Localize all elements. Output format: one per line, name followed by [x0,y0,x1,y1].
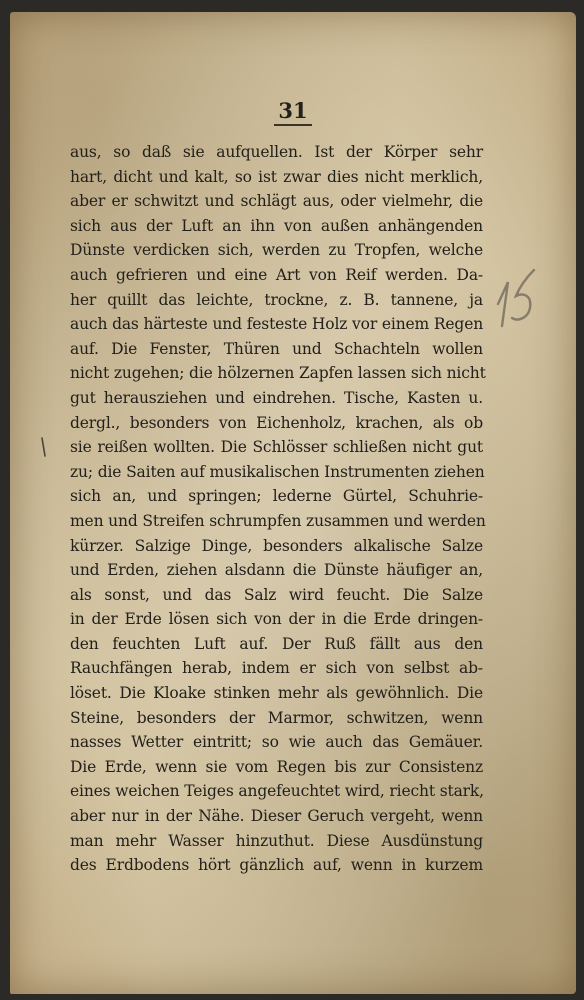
text-line: man mehr Wasser hinzuthut. Diese Ausdünstung [70,831,483,850]
page-header [10,98,576,126]
text-line: und Erden, ziehen alsdann die Dünste häufiger an, [70,561,483,580]
text-line: auf. Die Fenster, Thüren und Schachteln wollen [70,339,483,358]
pencil-annotation-mark [486,264,546,334]
text-line: Die Erde, wenn sie vom Regen bis zur Consistenz [70,757,483,776]
text-line: Steine, besonders der Marmor, schwitzen, wenn [70,708,483,727]
margin-tick-mark [40,436,48,458]
page-number: 31 [274,98,311,126]
text-line: nasses Wetter eintritt; so wie auch das Gemäuer. [70,733,483,752]
book-page [10,12,576,994]
text-line: löset. Die Kloake stinken mehr als gewöhnlich. Die [70,684,483,703]
text-line: als sonst, und das Salz wird feucht. Die Salze [70,585,483,604]
body-text [70,140,486,878]
text-line: des Erdbodens hört gänzlich auf, wenn in kurzem [70,856,483,875]
text-line: aus, so daß sie aufquellen. Ist der Körper sehr [70,143,483,161]
text-line: Dünste verdicken sich, werden zu Tropfen, welche [70,241,483,260]
text-line: hart, dicht und kalt, so ist zwar dies nicht merklich, [70,167,483,186]
text-line: Rauchfängen herab, indem er sich von selbst ab- [70,659,483,678]
text-line: nicht zugehen; die hölzernen Zapfen lassen sich nicht [70,364,486,383]
text-line: in der Erde lösen sich von der in die Erde dringen- [70,610,483,629]
text-line: eines weichen Teiges angefeuchtet wird, riecht stark, [70,782,484,801]
text-line: zu; die Saiten auf musikalischen Instrumenten ziehen [70,462,485,481]
text-line: auch gefrieren und eine Art von Reif werden. Da- [70,265,483,284]
text-line: her quillt das leichte, trockne, z. B. tannene, ja [70,290,483,309]
text-line: aber nur in der Nähe. Dieser Geruch vergeht, wenn [70,807,483,826]
text-line: dergl., besonders von Eichenholz, krachen, als ob [70,413,483,432]
text-line: men und Streifen schrumpfen zusammen und werden [70,511,486,530]
text-line: kürzer. Salzige Dinge, besonders alkalische Salze [70,536,483,555]
text-line: sie reißen wollten. Die Schlösser schließen nicht gut [70,438,483,457]
text-line: aber er schwitzt und schlägt aus, oder vielmehr, die [70,192,483,211]
text-line: sich an, und springen; lederne Gürtel, Schuhrie- [70,487,483,506]
text-line: gut herausziehen und eindrehen. Tische, Kasten u. [70,388,483,407]
text-line: auch das härteste und festeste Holz vor einem Regen [70,315,484,334]
text-line: sich aus der Luft an ihn von außen anhängenden [70,216,483,235]
text-line: den feuchten Luft auf. Der Ruß fällt aus den [70,634,483,653]
